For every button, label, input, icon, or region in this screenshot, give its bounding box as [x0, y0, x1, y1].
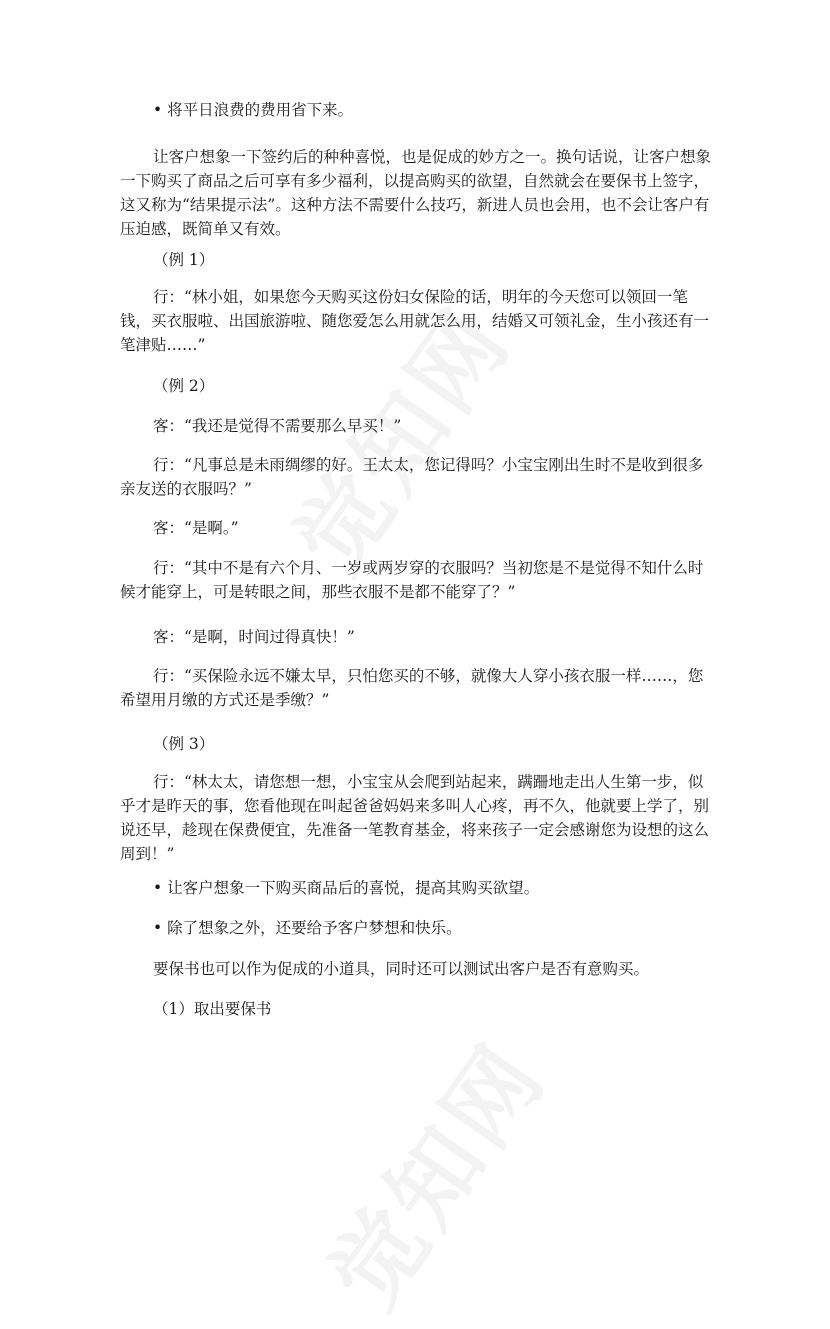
dialogue-paragraph: 行：“其中不是有六个月、一岁或两岁穿的衣服吗？当初您是不是觉得不知什么时候才能穿上，可是转眼之间，那些衣服不是都不能穿了？” [120, 559, 704, 601]
example-heading: （例 3） [153, 735, 215, 753]
body-paragraph: 要保书也可以作为促成的小道具，同时还可以测试出客户是否有意购买。 [153, 960, 650, 978]
body-paragraph: 让客户想象一下签约后的种种喜悦，也是促成的妙方之一。换句话说，让客户想象一下购买了商品之后可享有多少福利，以提高购买的欲望，自然就会在要保书上签字，这又称为“结果提示法”。这种方法不需要什么技巧，新进人员也会用，也不会让客户有压迫感，既简单又有效。 [120, 148, 712, 238]
example-heading: （例 2） [153, 377, 215, 395]
dialogue-paragraph: 行：“凡事总是未雨绸缪的好。王太太，您记得吗？小宝宝刚出生时不是收到很多亲友送的衣服吗？” [120, 456, 704, 498]
watermark [294, 1013, 571, 1329]
bullet-paragraph: • 除了想象之外，还要给予客户梦想和快乐。 [153, 919, 462, 937]
numbered-heading: （1）取出要保书 [153, 1000, 272, 1018]
bullet-paragraph: • 将平日浪费的费用省下来。 [153, 101, 354, 119]
dialogue-paragraph: 行：“林小姐，如果您今天购买这份妇女保险的话，明年的今天您可以领回一笔钱，买衣服啦、出国旅游啦、随您爱怎么用就怎么用，结婚又可领礼金，生小孩还有一笔津贴……” [120, 288, 710, 354]
example-heading: （例 1） [153, 251, 215, 269]
dialogue-paragraph: 行：“买保险永远不嫌太早，只怕您买的不够，就像大人穿小孩衣服一样……，您希望用月缴的方式还是季缴？” [120, 667, 704, 709]
bullet-paragraph: • 让客户想象一下购买商品后的喜悦，提高其购买欲望。 [153, 879, 540, 897]
dialogue-paragraph: 客：“我还是觉得不需要那么早买！” [153, 417, 402, 435]
dialogue-paragraph: 客：“是啊，时间过得真快！” [153, 628, 355, 646]
dialogue-paragraph: 客：“是啊。” [153, 519, 239, 537]
dialogue-paragraph: 行：“林太太，请您想一想，小宝宝从会爬到站起来，蹒跚地走出人生第一步，似乎才是昨天的事，您看他现在叫起爸爸妈妈来多叫人心疼，再不久，他就要上学了，别说还早，趁现在保费便宜，先准备一笔教育基金，将来孩子一定会感谢您为设想的这么周到！” [120, 773, 710, 863]
